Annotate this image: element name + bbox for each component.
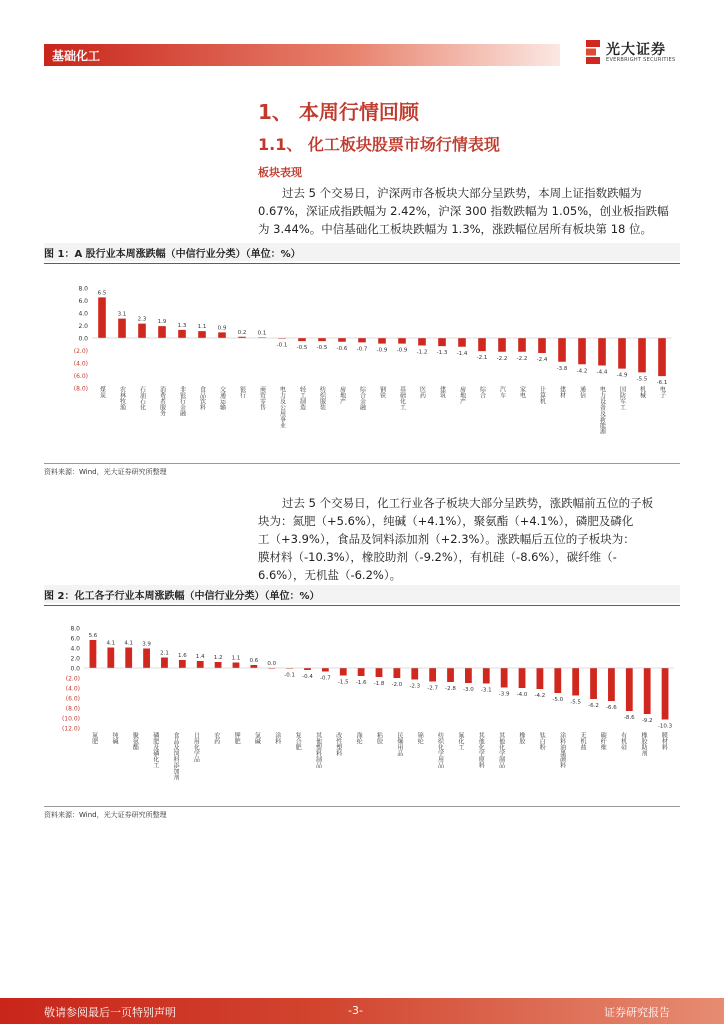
category-label: 综合金融: [358, 386, 366, 410]
category-label: 有机硅: [619, 732, 627, 750]
data-label: -8.6: [623, 715, 635, 721]
bar: [483, 668, 490, 684]
bar: [519, 668, 526, 688]
category-label: 建材: [558, 386, 566, 398]
data-label: 4.1: [106, 640, 116, 647]
data-label: 3.1: [117, 311, 127, 318]
data-label: -1.6: [355, 680, 367, 686]
bar: [478, 338, 486, 351]
bar: [393, 668, 400, 678]
footer-report-type: 证券研究报告: [604, 1006, 670, 1019]
data-label: 0.2: [237, 329, 247, 336]
bar: [198, 331, 206, 338]
category-label: 膜材料: [660, 732, 668, 750]
data-label: -0.9: [396, 347, 408, 354]
y-tick-label: 6.0: [78, 298, 88, 305]
data-label: -0.7: [356, 346, 368, 353]
data-label: -4.2: [534, 693, 546, 699]
brand-logo: [586, 38, 686, 68]
category-label: 橡胶: [517, 732, 525, 744]
data-label: 4.1: [124, 640, 134, 647]
category-label: 食品及饲料添加剂: [172, 732, 180, 780]
category-label: 涤纶: [355, 732, 363, 744]
footer-disclaimer: 敬请参阅最后一页特别声明: [44, 1006, 176, 1019]
category-label: 其他化学制品: [497, 732, 505, 768]
data-label: -2.7: [427, 685, 439, 692]
bar: [418, 338, 426, 346]
data-label: -0.5: [316, 345, 328, 352]
bar: [340, 668, 347, 676]
y-tick-label: 6.0: [70, 635, 80, 643]
category-label: 粘胶: [375, 732, 383, 744]
bar: [538, 338, 546, 353]
data-label: 2.3: [137, 316, 147, 323]
paragraph-1-line: 0.67%，深证成指跌幅为 2.42%，沪深 300 指数跌幅为 1.05%，创业板指跌幅: [258, 204, 669, 218]
y-tick-label: (4.0): [65, 685, 80, 693]
bar: [143, 649, 150, 669]
paragraph-1-line: 过去 5 个交易日，沪深两市各板块大部分呈跌势，本周上证指数跌幅为: [282, 186, 642, 200]
paragraph-1-line: 为 3.44%。中信基础化工板块跌幅为 1.3%，涨跌幅位居所有板块第 18 位。: [258, 222, 653, 236]
y-tick-label: 4.0: [70, 645, 80, 653]
category-label: 碳纤维: [599, 732, 607, 750]
y-tick-label: (8.0): [73, 385, 88, 393]
category-label: 电子: [658, 386, 666, 398]
category-label: 医药: [418, 386, 426, 398]
category-label: 改性塑料: [334, 732, 342, 756]
y-tick-label: 2.0: [78, 323, 88, 330]
bar: [626, 668, 633, 711]
bar: [429, 668, 436, 682]
data-label: -5.5: [570, 699, 582, 706]
data-label: 1.3: [177, 322, 187, 329]
bar: [358, 668, 365, 676]
data-label: 1.1: [197, 324, 207, 331]
bar: [197, 661, 204, 668]
heading-1: 1、 本周行情回顾: [258, 100, 419, 124]
category-label: 纺织化学用品: [436, 732, 444, 768]
bar: [558, 338, 566, 362]
paragraph-2-line: 块为：氮肥（+5.6%），纯碱（+4.1%），聚氨酯（+4.1%），磷肥及磷化: [258, 514, 634, 528]
brand-logo-icon: [586, 40, 600, 64]
figure-2-chart: [44, 622, 680, 802]
paragraph-2-line: 工（+3.9%），食品及饲料添加剂（+2.3%）。涨跌幅后五位的子板块为：: [258, 532, 635, 546]
category-label: 房地产: [338, 386, 346, 404]
bar: [338, 338, 346, 342]
data-label: -3.0: [463, 687, 474, 693]
y-tick-label: 2.0: [70, 655, 80, 663]
data-label: 6.5: [97, 290, 107, 297]
y-tick-label: (12.0): [61, 725, 80, 733]
y-tick-label: (8.0): [65, 705, 80, 713]
bar: [318, 338, 326, 341]
bar: [215, 662, 222, 668]
data-label: -1.5: [337, 679, 349, 686]
data-label: -6.2: [588, 703, 599, 709]
category-label: 房地产: [458, 386, 466, 404]
data-label: -1.3: [436, 350, 448, 357]
data-label: -4.2: [576, 368, 588, 375]
data-label: 0.6: [249, 658, 259, 664]
bar: [438, 338, 446, 346]
bar: [298, 338, 306, 341]
category-label: 复合肥: [294, 732, 302, 750]
bar: [250, 665, 257, 668]
figure-2-title: 图 2：化工各子行业本周涨跌幅（中信行业分类）（单位：%）: [44, 587, 680, 606]
data-label: -10.3: [657, 723, 673, 730]
y-tick-label: (6.0): [65, 695, 80, 703]
paragraph-2-line: 膜材料（-10.3%），橡胶助剂（-9.2%），有机硅（-8.6%），碳纤维（-: [258, 550, 617, 564]
data-label: -2.2: [516, 355, 528, 362]
y-tick-label: 8.0: [70, 625, 80, 633]
data-label: -4.4: [596, 369, 608, 376]
data-label: -0.5: [296, 345, 308, 352]
bar: [618, 338, 626, 369]
bar: [161, 658, 168, 669]
category-label: 轻工制造: [298, 386, 306, 410]
category-label: 民爆用品: [395, 732, 403, 756]
category-label: 煤炭: [98, 386, 106, 398]
data-label: 0.0: [267, 661, 277, 667]
bar: [125, 648, 132, 669]
category-label: 食品饮料: [198, 386, 206, 410]
paragraph-1: [258, 184, 684, 238]
bar: [598, 338, 606, 366]
category-label: 涂料: [273, 732, 281, 744]
figure-1-source: 资料来源：Wind，光大证券研究所整理: [44, 468, 167, 476]
category-label: 银行: [238, 386, 246, 398]
bar: [644, 668, 651, 714]
category-label: 纯碱: [111, 732, 119, 744]
data-label: -1.4: [456, 350, 468, 357]
bar: [376, 668, 383, 677]
bar: [590, 668, 597, 699]
category-label: 农药: [212, 732, 220, 744]
bar: [554, 668, 561, 693]
data-label: -0.9: [376, 347, 388, 354]
figure-2-source: 资料来源：Wind，光大证券研究所整理: [44, 811, 167, 819]
data-label: -6.6: [606, 705, 617, 711]
data-label: 0.9: [217, 325, 227, 332]
data-label: -2.8: [445, 686, 456, 692]
bar: [107, 648, 114, 669]
category-label: 氟化工: [456, 732, 464, 750]
bar: [518, 338, 526, 352]
data-label: -9.2: [641, 718, 653, 724]
bar: [98, 297, 106, 338]
data-label: 2.1: [160, 650, 169, 657]
data-label: 1.9: [157, 319, 167, 326]
bar: [358, 338, 366, 342]
data-label: -0.7: [319, 675, 331, 682]
section-title: 基础化工: [52, 49, 101, 63]
y-tick-label: (2.0): [73, 348, 88, 355]
bar: [465, 668, 472, 683]
data-label: 1.2: [213, 655, 223, 661]
category-label: 电力及公用事业: [278, 386, 286, 428]
category-label: 基础化工: [398, 386, 406, 410]
bar: [662, 668, 669, 720]
category-label: 家电: [518, 386, 526, 398]
data-label: -1.2: [416, 349, 428, 356]
category-label: 聚氨酯: [131, 732, 139, 750]
category-label: 橡胶助剂: [639, 732, 647, 756]
data-label: 5.6: [88, 633, 98, 639]
data-label: -0.1: [284, 672, 295, 679]
bar: [158, 326, 166, 338]
paragraph-2: [258, 494, 684, 584]
y-tick-label: 0.0: [78, 335, 88, 343]
category-label: 交通运输: [218, 386, 226, 410]
category-label: 消费者服务: [158, 386, 166, 416]
brand-name-en: EVERBRIGHT SECURITIES: [606, 57, 676, 63]
data-label: -4.9: [616, 372, 628, 379]
category-label: 其他化学原料: [477, 732, 485, 768]
bar: [233, 663, 240, 669]
category-label: 综合: [478, 386, 486, 398]
bar: [608, 668, 615, 701]
bar: [378, 338, 386, 344]
figure-1-rule: [44, 463, 680, 464]
category-label: 非银行金融: [178, 386, 186, 416]
bar: [658, 338, 666, 376]
bar: [572, 668, 579, 696]
footer-band: [0, 998, 724, 1024]
bar: [398, 338, 406, 344]
data-label: -2.0: [391, 682, 403, 688]
category-label: 钾肥: [233, 732, 241, 744]
category-label: 钛白粉: [538, 732, 546, 750]
data-label: 0.1: [257, 330, 267, 337]
figure-2-rule: [44, 806, 680, 807]
data-label: -4.0: [516, 692, 528, 698]
paragraph-2-line: 过去 5 个交易日，化工行业各子板块大部分呈跌势，涨跌幅前五位的子板: [282, 496, 654, 510]
bar: [447, 668, 454, 682]
data-label: -5.5: [636, 376, 648, 383]
data-label: 1.6: [177, 653, 187, 659]
page-number: -3-: [348, 1004, 363, 1017]
category-label: 无机盐: [578, 732, 586, 750]
data-label: -0.4: [302, 674, 313, 680]
data-label: -3.9: [498, 691, 510, 698]
data-label: 1.4: [195, 654, 205, 660]
category-label: 商贸零售: [258, 386, 266, 410]
y-tick-label: 8.0: [78, 285, 88, 293]
y-tick-label: (4.0): [73, 360, 88, 368]
bar: [90, 640, 97, 668]
data-label: -2.1: [476, 355, 488, 362]
category-label: 石油石化: [138, 386, 146, 410]
category-label: 其他塑料制品: [314, 732, 322, 768]
data-label: -6.1: [656, 380, 668, 387]
bar: [411, 668, 418, 680]
category-label: 通信: [578, 386, 586, 398]
y-tick-label: (2.0): [65, 675, 80, 683]
data-label: -3.8: [556, 365, 568, 372]
data-label: -3.1: [480, 687, 492, 694]
category-label: 计算机: [538, 386, 546, 404]
bar: [138, 324, 146, 338]
data-label: -0.1: [276, 342, 288, 349]
category-label: 磷肥及磷化工: [151, 732, 159, 768]
data-label: 3.9: [142, 641, 151, 648]
category-label: 电力设备及新能源: [598, 386, 606, 434]
heading-3: 板块表现: [258, 166, 302, 179]
y-tick-label: (6.0): [73, 373, 88, 380]
bar: [458, 338, 466, 347]
data-label: -1.8: [373, 681, 385, 687]
bar: [218, 332, 226, 338]
bar: [118, 319, 126, 338]
data-label: -2.4: [536, 357, 548, 363]
bar: [179, 660, 186, 668]
bar: [322, 668, 329, 672]
category-label: 建筑: [438, 386, 446, 398]
category-label: 汽车: [498, 386, 506, 398]
category-label: 农林牧渔: [118, 386, 126, 410]
category-label: 钢铁: [378, 386, 386, 398]
category-label: 国防军工: [618, 386, 626, 410]
paragraph-2-line: 6.6%），无机盐（-6.2%）。: [258, 568, 402, 582]
category-label: 氮肥: [90, 732, 98, 744]
data-label: -2.3: [409, 683, 421, 690]
figure-1-title: 图 1：A 股行业本周涨跌幅（中信行业分类）（单位：%）: [44, 245, 680, 264]
category-label: 涂料油墨颜料: [558, 732, 566, 768]
bar: [578, 338, 586, 364]
category-label: 氯碱: [253, 732, 261, 744]
y-tick-label: 4.0: [78, 310, 88, 318]
category-label: 纺织服装: [318, 386, 326, 410]
category-label: 机械: [638, 386, 646, 398]
category-label: 锦纶: [416, 732, 424, 744]
data-label: -0.6: [336, 345, 348, 352]
bar: [178, 330, 186, 338]
y-tick-label: (10.0): [61, 715, 80, 723]
bar: [638, 338, 646, 372]
bar: [498, 338, 506, 352]
bar: [537, 668, 544, 689]
header-band: [44, 44, 560, 66]
data-label: -5.0: [552, 697, 564, 703]
bar: [501, 668, 508, 688]
brand-name: 光大证券: [606, 42, 666, 58]
y-tick-label: 0.0: [70, 665, 80, 673]
figure-1-chart: [44, 280, 680, 460]
category-label: 日用化学品: [192, 732, 200, 762]
data-label: 1.1: [231, 655, 241, 662]
data-label: -2.2: [496, 355, 508, 362]
heading-2: 1.1、 化工板块股票市场行情表现: [258, 135, 500, 154]
